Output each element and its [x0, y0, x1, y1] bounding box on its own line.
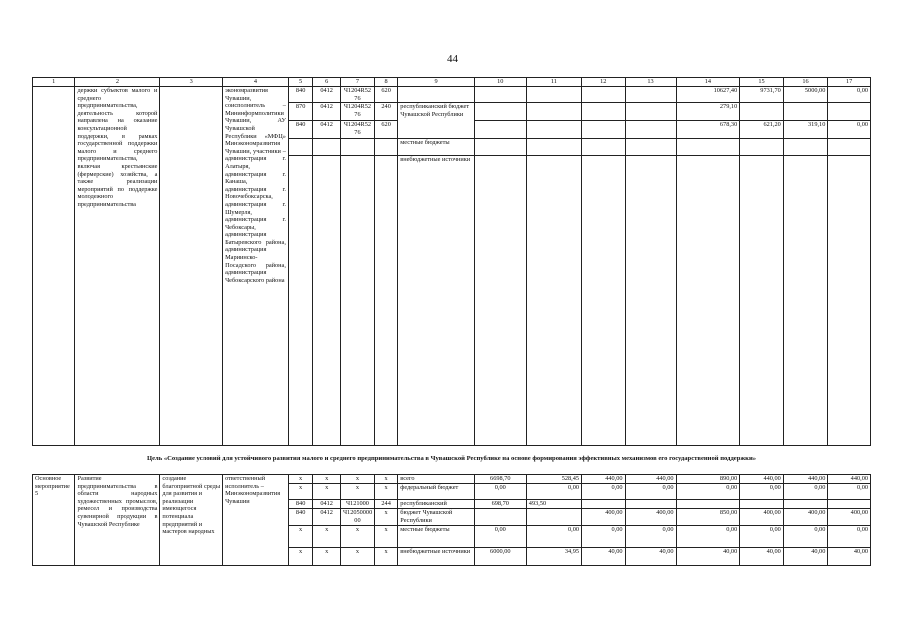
value-cell [474, 121, 526, 139]
column-number: 1 [33, 78, 75, 87]
value-cell [783, 500, 828, 509]
value-cell [582, 87, 626, 103]
grbs-code: x [288, 526, 312, 548]
column-number: 10 [474, 78, 526, 87]
value-cell: 5000,00 [783, 87, 828, 103]
value-cell: 40,00 [828, 548, 871, 566]
expense-type-code: 240 [374, 103, 397, 121]
responsible-executors: ответственный исполнитель – Минэкономразвития Чувашии [223, 475, 289, 566]
value-cell: 440,00 [828, 475, 871, 484]
column-number: 3 [160, 78, 223, 87]
value-cell [740, 156, 784, 446]
grbs-code: 840 [288, 509, 312, 526]
value-cell [740, 103, 784, 121]
column-number: 12 [582, 78, 626, 87]
page-number: 44 [447, 53, 458, 65]
value-cell: 400,00 [625, 509, 676, 526]
funding-source [398, 87, 474, 103]
budget-table-lower [32, 474, 871, 566]
column-number: 4 [223, 78, 289, 87]
column-number: 17 [828, 78, 871, 87]
funding-source: внебюджетные источники [398, 548, 474, 566]
column-number: 8 [374, 78, 397, 87]
value-cell: 400,00 [828, 509, 871, 526]
section-code: x [313, 475, 341, 484]
column-number: 2 [75, 78, 160, 87]
value-cell: 0,00 [625, 526, 676, 548]
value-cell: 279,10 [676, 103, 740, 121]
value-cell [828, 156, 871, 446]
value-cell: 850,00 [676, 509, 740, 526]
value-cell: 400,00 [740, 509, 784, 526]
value-cell: 440,00 [625, 475, 676, 484]
target-article-code [340, 156, 374, 446]
value-cell: 0,00 [740, 484, 784, 500]
value-cell: 440,00 [783, 475, 828, 484]
column-number: 9 [398, 78, 474, 87]
grbs-code: 840 [288, 500, 312, 509]
value-cell [582, 156, 626, 446]
value-cell [783, 103, 828, 121]
value-cell [526, 509, 581, 526]
grbs-code: 870 [288, 103, 312, 121]
column-number: 16 [783, 78, 828, 87]
table-row [33, 87, 871, 103]
grbs-code [288, 156, 312, 446]
value-cell [828, 139, 871, 156]
section-code: 0412 [313, 121, 341, 139]
empty-cell [160, 87, 223, 446]
value-cell: 0,00 [582, 484, 626, 500]
target-article-code: x [340, 548, 374, 566]
expense-type-code: 620 [374, 87, 397, 103]
responsible-executors: экономразвития Чувашии, соисполнитель – Мининформполитики Чувашии, АУ Чувашской Республики «МФЦ» Минэкономразвития Чувашии, участники – администрация г. Алатыря, администрация г. Канаша, администрация г. Новочебоксарска, администрация г. Шумерля, администрация г. Чебоксары, администрация Батыревского района, администрация Мариинско-Посадского района, администрация Чебоксарского района [223, 87, 289, 446]
value-cell [625, 139, 676, 156]
value-cell: 890,00 [676, 475, 740, 484]
value-cell [474, 103, 526, 121]
value-cell [828, 103, 871, 121]
value-cell: 40,00 [783, 548, 828, 566]
expense-type-code [374, 139, 397, 156]
value-cell: 528,45 [526, 475, 581, 484]
value-cell: 6000,00 [474, 548, 526, 566]
column-number: 7 [340, 78, 374, 87]
value-cell: 0,00 [783, 526, 828, 548]
value-cell: 440,00 [582, 475, 626, 484]
value-cell: 0,00 [676, 484, 740, 500]
funding-source: местные бюджеты [398, 139, 474, 156]
value-cell: 0,00 [582, 526, 626, 548]
target-article-code: Ч1204R52 76 [340, 121, 374, 139]
value-cell: 0,00 [828, 484, 871, 500]
column-number-row [33, 78, 871, 87]
section-code: 0412 [313, 87, 341, 103]
value-cell: 0,00 [828, 121, 871, 139]
grbs-code: 840 [288, 121, 312, 139]
value-cell: 319,10 [783, 121, 828, 139]
value-cell [582, 500, 626, 509]
section-code: x [313, 526, 341, 548]
grbs-code: 840 [288, 87, 312, 103]
budget-table-upper [32, 77, 871, 446]
expense-type-code: x [374, 475, 397, 484]
section-code [313, 156, 341, 446]
grbs-code: x [288, 548, 312, 566]
goal-heading: Цель «Создание условий для устойчивого развития малого и среднего предпринимательства в Чувашской Республике на основе формирования эффективных механизмов его государственной поддержки» [146, 455, 757, 462]
value-cell: 0,00 [740, 526, 784, 548]
empty-cell [33, 87, 75, 446]
value-cell [582, 103, 626, 121]
target-article-code: Ч1204R52 76 [340, 103, 374, 121]
value-cell [676, 156, 740, 446]
section-code [313, 139, 341, 156]
value-cell [740, 500, 784, 509]
column-number: 13 [625, 78, 676, 87]
value-cell: 6698,70 [474, 475, 526, 484]
expense-type-code: x [374, 548, 397, 566]
value-cell [474, 156, 526, 446]
target-article-code: Ч12050000 00 [340, 509, 374, 526]
value-cell: 0,00 [828, 526, 871, 548]
funding-source: республиканский [398, 500, 474, 509]
value-cell [676, 500, 740, 509]
value-cell [474, 139, 526, 156]
funding-source: внебюджетные источники [398, 156, 474, 446]
value-cell: 0,00 [474, 526, 526, 548]
value-cell: 698,70 [474, 500, 526, 509]
value-cell [526, 156, 581, 446]
value-cell [526, 87, 581, 103]
value-cell [582, 121, 626, 139]
expense-type-code: 244 [374, 500, 397, 509]
table-row [33, 475, 871, 484]
value-cell [740, 139, 784, 156]
value-cell [526, 121, 581, 139]
section-code: x [313, 484, 341, 500]
value-cell: 40,00 [676, 548, 740, 566]
expense-type-code: x [374, 526, 397, 548]
value-cell: 678,30 [676, 121, 740, 139]
value-cell: 0,00 [676, 526, 740, 548]
value-cell: 400,00 [783, 509, 828, 526]
value-cell: 40,00 [625, 548, 676, 566]
funding-source: федеральный бюджет [398, 484, 474, 500]
column-number: 11 [526, 78, 581, 87]
value-cell [625, 103, 676, 121]
target-article-code: Ч121000 [340, 500, 374, 509]
expense-type-code [374, 156, 397, 446]
column-number: 5 [288, 78, 312, 87]
value-cell [783, 156, 828, 446]
funding-source: бюджет Чувашской Республики [398, 509, 474, 526]
value-cell [625, 87, 676, 103]
target-article-code [340, 139, 374, 156]
value-cell: 9731,70 [740, 87, 784, 103]
value-cell: 40,00 [582, 548, 626, 566]
value-cell [474, 509, 526, 526]
value-cell: 0,00 [828, 87, 871, 103]
value-cell [783, 139, 828, 156]
section-code: x [313, 548, 341, 566]
event-goal: создание благоприятной среды для развития и реализации имеющегося потенциала предприятий и мастеров народных [160, 475, 223, 566]
expense-type-code: 620 [374, 121, 397, 139]
grbs-code: x [288, 475, 312, 484]
column-number: 14 [676, 78, 740, 87]
expense-type-code: x [374, 509, 397, 526]
value-cell [625, 156, 676, 446]
target-article-code: Ч1204R52 76 [340, 87, 374, 103]
target-article-code: x [340, 526, 374, 548]
expense-type-code: x [374, 484, 397, 500]
column-number: 15 [740, 78, 784, 87]
funding-source: местные бюджеты [398, 526, 474, 548]
value-cell [828, 500, 871, 509]
value-cell: 493,50 [526, 500, 581, 509]
funding-source: республиканский бюджет Чувашской Республики [398, 103, 474, 139]
section-code: 0412 [313, 500, 341, 509]
section-code: 0412 [313, 103, 341, 121]
event-description: держки субъектов малого и среднего предпринимательства, деятельность которой направлена на оказание консультационной поддержки, в рамках государственной поддержки малого и среднего предпринимательства, включая крестьянские (фермерские) хозяйства, а также реализации мероприятий по поддержке молодежного предпринимательства [75, 87, 160, 446]
value-cell: 34,95 [526, 548, 581, 566]
grbs-code: x [288, 484, 312, 500]
value-cell [526, 103, 581, 121]
value-cell [676, 139, 740, 156]
event-number: Основное мероприятие 5 [33, 475, 75, 566]
value-cell: 10627,40 [676, 87, 740, 103]
value-cell: 0,00 [474, 484, 526, 500]
value-cell: 0,00 [526, 484, 581, 500]
grbs-code [288, 139, 312, 156]
value-cell: 440,00 [740, 475, 784, 484]
value-cell [526, 139, 581, 156]
value-cell: 0,00 [526, 526, 581, 548]
funding-source: всего [398, 475, 474, 484]
column-number: 6 [313, 78, 341, 87]
value-cell [625, 500, 676, 509]
value-cell: 621,20 [740, 121, 784, 139]
event-description: Развитие предпринимательства в области народных художественных промыслов, ремесел и производства сувенирной продукции в Чувашской Республике [75, 475, 160, 566]
value-cell: 0,00 [783, 484, 828, 500]
value-cell: 40,00 [740, 548, 784, 566]
section-code: 0412 [313, 509, 341, 526]
value-cell [625, 121, 676, 139]
value-cell: 0,00 [625, 484, 676, 500]
value-cell: 400,00 [582, 509, 626, 526]
value-cell [474, 87, 526, 103]
target-article-code: x [340, 484, 374, 500]
value-cell [582, 139, 626, 156]
target-article-code: x [340, 475, 374, 484]
